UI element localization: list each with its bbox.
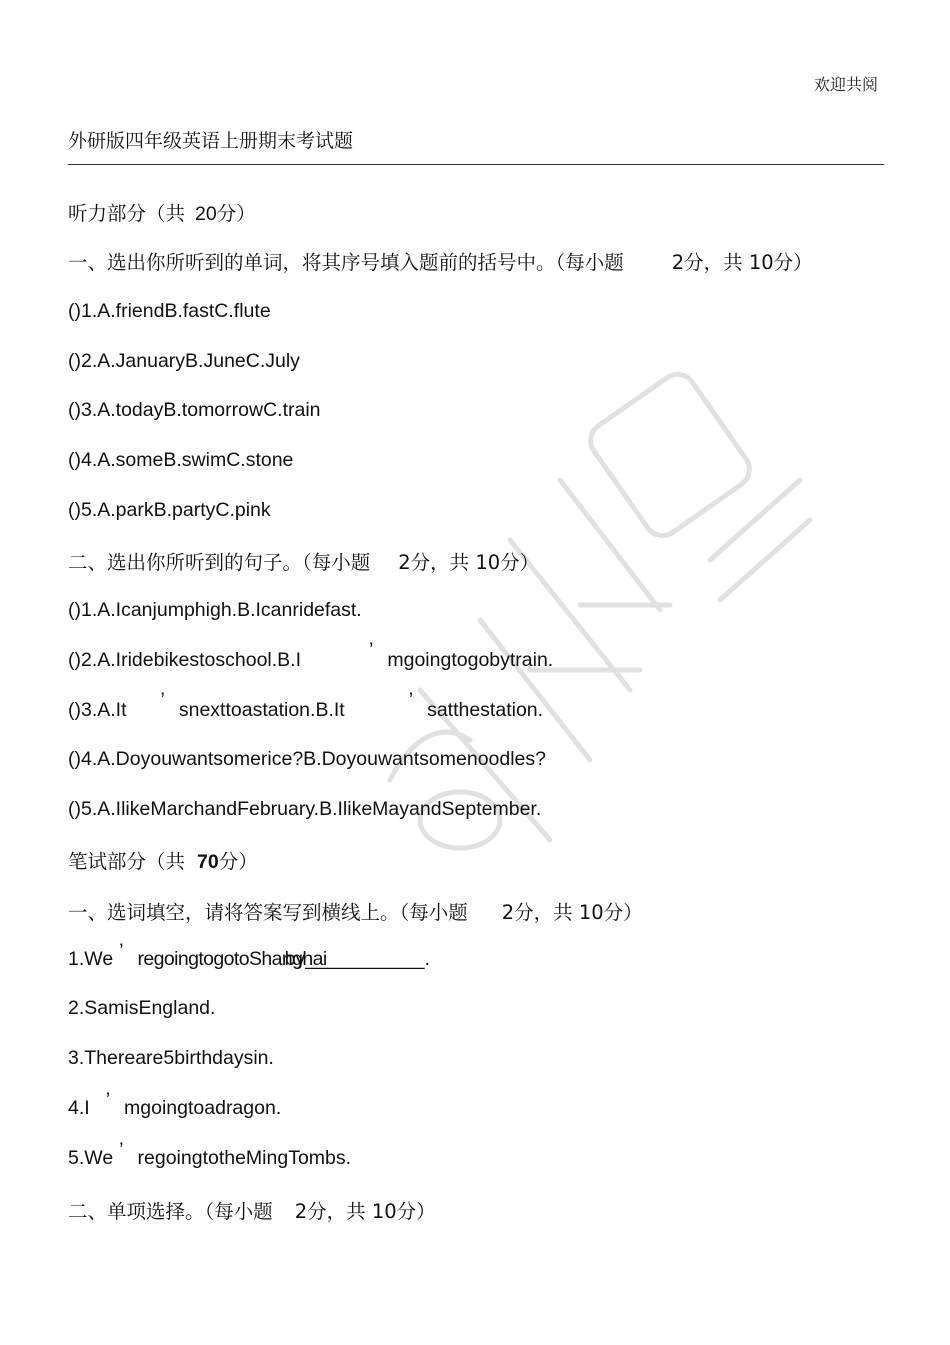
item-text: 5.We bbox=[68, 1147, 114, 1169]
item-text: mgoingtoadragon. bbox=[124, 1097, 282, 1119]
item-text: ()3.A.It bbox=[68, 699, 127, 721]
apostrophe: ’ bbox=[369, 639, 374, 661]
apostrophe: ’ bbox=[408, 689, 414, 711]
listening-heading-post: 分） bbox=[216, 202, 256, 225]
listening-part2-item: ()4.A.Doyouwantsomerice?B.Doyouwantsomenoodles? bbox=[68, 748, 546, 770]
writing-part2-instruction-b: 2分，共 10分） bbox=[294, 1200, 436, 1223]
writing-part1-instruction-b: 2分，共 10分） bbox=[501, 901, 643, 924]
listening-part1-item: ()4.A.someB.swimC.stone bbox=[68, 449, 294, 471]
item-text: snexttoastation.B.It bbox=[178, 699, 345, 721]
listening-part1-instruction-a: 一、选出你所听到的单词，将其序号填入题前的括号中。（每小题 bbox=[68, 251, 624, 274]
item-text: satthestation. bbox=[427, 699, 544, 721]
listening-part1-item: ()2.A.JanuaryB.JuneC.July bbox=[68, 350, 300, 372]
listening-part1-instruction-b: 2分，共 10分） bbox=[671, 251, 813, 274]
item-text: regoingtotheMingTombs. bbox=[137, 1147, 352, 1169]
writing-part1-item bbox=[68, 1089, 282, 1120]
writing-heading-pre: 笔试部分（共 bbox=[68, 850, 186, 873]
listening-part2-item: ()1.A.Icanjumphigh.B.Icanridefast. bbox=[68, 599, 362, 621]
listening-part1-item: ()5.A.parkB.partyC.pink bbox=[68, 499, 271, 521]
apostrophe: ’ bbox=[160, 689, 165, 711]
listening-part2-instruction-b: 2分，共 10分） bbox=[398, 551, 540, 574]
listening-part2-item bbox=[68, 639, 554, 672]
listening-part2-item: ()5.A.IlikeMarchandFebruary.B.IlikeMayandSeptember. bbox=[68, 798, 542, 820]
apostrophe: ’ bbox=[105, 1089, 111, 1111]
item-text: 4.I bbox=[68, 1097, 90, 1119]
header-note: 欢迎共阅 bbox=[813, 75, 878, 94]
writing-heading-score: 70 bbox=[197, 851, 219, 873]
writing-part2-instruction-a: 二、单项选择。（每小题 bbox=[68, 1200, 273, 1223]
writing-heading bbox=[68, 846, 258, 874]
writing-heading-post: 分） bbox=[218, 850, 258, 873]
item-text: 1.We bbox=[68, 948, 114, 970]
listening-part1-item: ()1.A.friendB.fastC.flute bbox=[68, 300, 271, 322]
listening-part1-instruction bbox=[68, 247, 813, 275]
listening-part2-instruction-a: 二、选出你所听到的句子。（每小题 bbox=[68, 551, 371, 574]
title-divider bbox=[68, 164, 884, 165]
listening-heading-score: 20 bbox=[195, 203, 217, 225]
writing-part1-item: 2.SamisEngland. bbox=[68, 997, 216, 1019]
writing-part1-item: 3.Thereare5birthdaysin. bbox=[68, 1047, 274, 1069]
writing-part1-item bbox=[68, 1139, 352, 1170]
item-text: ()2.A.Iridebikestoschool.B.I bbox=[68, 649, 302, 671]
writing-part2-instruction bbox=[68, 1196, 436, 1224]
listening-part2-item bbox=[68, 689, 544, 722]
listening-part1-item: ()3.A.todayB.tomorrowC.train bbox=[68, 399, 321, 421]
writing-part1-instruction-a: 一、选词填空，请将答案写到横线上。（每小题 bbox=[68, 901, 468, 924]
answer-blank: by___________. bbox=[284, 948, 430, 970]
listening-heading bbox=[68, 198, 256, 226]
apostrophe: ’ bbox=[119, 1139, 124, 1161]
listening-heading-pre: 听力部分（共 bbox=[68, 202, 186, 225]
writing-part1-instruction bbox=[68, 897, 643, 925]
listening-part2-instruction bbox=[68, 547, 539, 575]
item-text: regoingtogotoShanghai bbox=[137, 948, 327, 970]
writing-part1-item bbox=[68, 940, 430, 971]
apostrophe: ’ bbox=[119, 940, 124, 962]
page-title: 外研版四年级英语上册期末考试题 bbox=[68, 130, 354, 152]
item-text: mgoingtogobytrain. bbox=[387, 649, 554, 671]
